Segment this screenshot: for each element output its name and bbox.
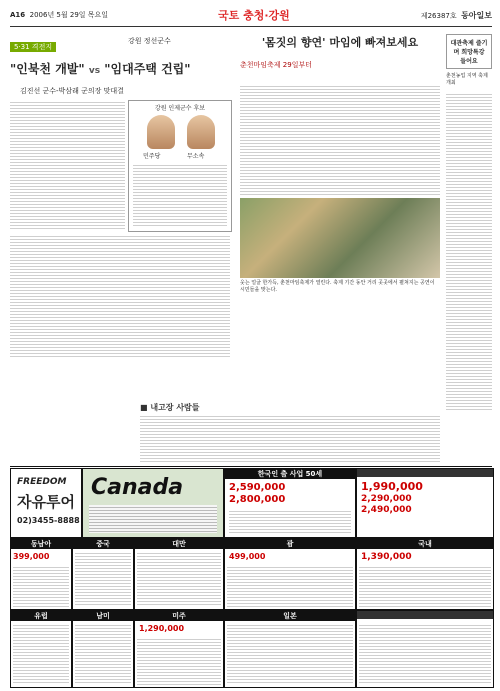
- people-text: [140, 414, 440, 464]
- ad-col-6: [10, 610, 72, 688]
- main-article: [10, 34, 230, 464]
- side-title: 대관축제 즐기며 희망특강 들어요: [446, 34, 492, 69]
- ad-col-1: [10, 538, 72, 610]
- candidate-1-party: 민주당: [143, 153, 161, 160]
- ad-col-4-text: [227, 565, 353, 607]
- ad-col-5: [356, 538, 494, 610]
- ad-price-block-1: [224, 468, 356, 538]
- ad-col-8: [134, 610, 224, 688]
- ad-col-3: [134, 538, 224, 610]
- candidate-box: [128, 100, 232, 232]
- people-section: [140, 402, 440, 464]
- ad-col-2: [72, 538, 134, 610]
- candidate-2-party: 무소속: [187, 153, 205, 160]
- ad-col-6-label: 유럽: [11, 611, 71, 621]
- ad-col-10-text: [359, 623, 491, 685]
- side-text: [446, 92, 492, 412]
- candidate-photo-1: [147, 115, 175, 149]
- ad-col-5-price: 1,390,000: [361, 552, 412, 562]
- ad-col-9: [224, 610, 356, 688]
- ad-col-6-text: [13, 623, 69, 685]
- ad-col-3-text: [137, 551, 221, 607]
- ad-price-5: 2,490,000: [361, 505, 412, 515]
- ad-col-1-label: 동남아: [11, 539, 71, 549]
- ad-brand-korean: 자유투어: [17, 493, 75, 511]
- candidate-table: [133, 163, 227, 227]
- ad-col-5-label: 국내: [357, 539, 493, 549]
- ad-divider: [10, 466, 492, 467]
- ad-col-8-text: [137, 637, 221, 685]
- feature-subhead: 춘천마임축제 29일부터: [240, 61, 312, 69]
- ad-col-2-text: [75, 551, 131, 607]
- ad-price-4: 2,290,000: [361, 494, 412, 504]
- ad-phone: 02)3455-8888: [17, 516, 80, 525]
- ad-col-9-label: 일본: [225, 611, 355, 621]
- ad-col-7-text: [75, 623, 131, 685]
- ad-col-4-label: 괌: [225, 539, 355, 549]
- ad-canada-text: [89, 505, 217, 533]
- ad-price-header: 한국인 출 사업 50세: [225, 469, 355, 479]
- candidate-box-title: 강원 인제군수 후보: [154, 105, 206, 112]
- feature-caption: 웃는 얼굴 한가득, 춘천마임축제가 열린다. 축제 기간 동안 거리 곳곳에서 펼쳐지는 공연이 시민들을 맞는다.: [240, 280, 435, 293]
- ad-col-4: [224, 538, 356, 610]
- ad-price-block-2-header: [357, 469, 493, 477]
- ad-price-2: 2,800,000: [229, 494, 286, 505]
- ad-logo-box: [10, 468, 82, 538]
- ad-canada-banner: [82, 468, 224, 538]
- side-column: [446, 34, 492, 464]
- masthead-right: 제26387호 동아일보: [420, 11, 492, 20]
- ad-col-8-price: 1,290,000: [139, 624, 185, 633]
- feature-headline: '몸짓의 향연' 마임에 빠져보세요: [261, 36, 419, 49]
- feature-photo: [240, 198, 440, 278]
- ad-col-10-label: [357, 611, 493, 619]
- ad-price-1-text: [229, 509, 351, 535]
- region-label: 강원 정선군수: [128, 37, 171, 45]
- ad-price-3: 1,990,000: [361, 480, 423, 493]
- ad-price-block-2: [356, 468, 494, 538]
- masthead: [10, 4, 492, 27]
- page-date: A16 2006년 5월 29일 목요일: [10, 11, 109, 19]
- side-sub: 춘천농업 지역 축제 개최: [446, 73, 488, 86]
- byline: 김진선 군수-박삼래 군의장 맞대결: [20, 87, 124, 95]
- ad-brand-freedom: FREEDOM: [17, 477, 67, 487]
- ad-col-2-label: 중국: [73, 539, 133, 549]
- headline: "인북천 개발" vs "임대주택 건립": [10, 62, 191, 76]
- ad-col-5-text: [359, 565, 491, 607]
- ad-col-3-label: 대만: [135, 539, 223, 549]
- ad-col-10: [356, 610, 494, 688]
- feature-article: [240, 34, 440, 304]
- ad-col-1-price: 399,000: [13, 552, 50, 561]
- ad-col-1-text: [13, 565, 69, 607]
- article-text-2: [10, 234, 230, 359]
- advertisement: [10, 468, 492, 688]
- section-title: 국토 충청·강원: [218, 9, 290, 22]
- ad-col-7: [72, 610, 134, 688]
- article-text: [10, 100, 125, 230]
- candidate-photo-2: [187, 115, 215, 149]
- ad-price-1: 2,590,000: [229, 482, 286, 493]
- ad-col-9-text: [227, 623, 353, 685]
- ad-col-8-label: 미주: [135, 611, 223, 621]
- kicker: 5·31 격전지: [10, 42, 56, 52]
- ad-col-7-label: 남미: [73, 611, 133, 621]
- people-label: ■ 내고장 사람들: [140, 403, 200, 412]
- ad-col-4-price: 499,000: [229, 552, 266, 561]
- feature-text: [240, 84, 440, 196]
- ad-canada: Canada: [91, 475, 184, 500]
